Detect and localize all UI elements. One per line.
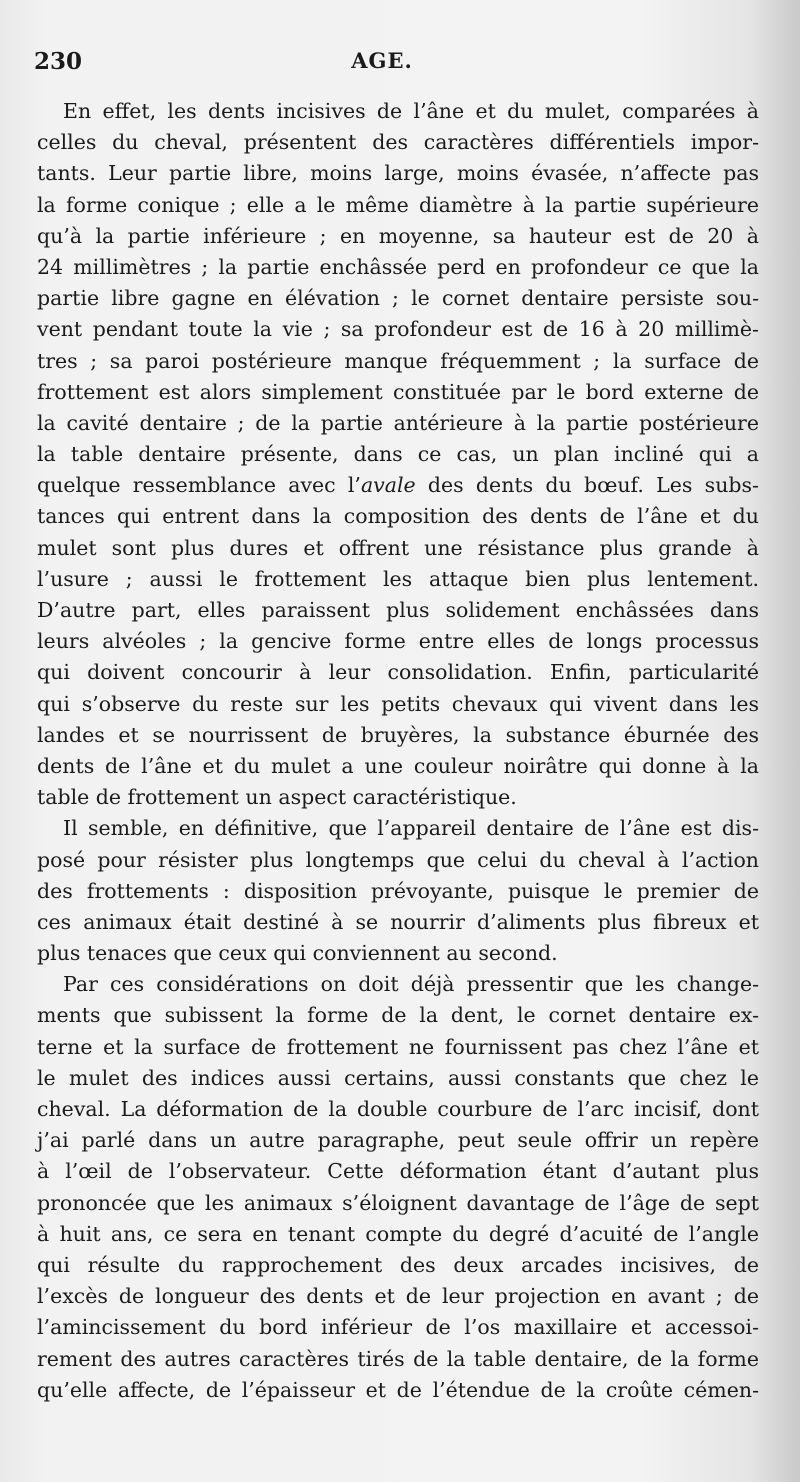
paragraph-3: [37, 969, 759, 1406]
page-header: [34, 48, 730, 88]
text-line: à l’œil de l’observateur. Cette déformation étant d’autant plus: [37, 1159, 759, 1184]
text-line: D’autre part, elles paraissent plus solidement enchâssées dans: [37, 598, 759, 622]
text-line: qu’à la partie inférieure ; en moyenne, sa hauteur est de 20 à: [37, 223, 759, 248]
text-line: frottement est alors simplement constituée par le bord externe de: [37, 379, 759, 404]
paragraph-2: [37, 813, 759, 969]
text-line: à huit ans, ce sera en tenant compte du degré d’acuité de l’angle: [37, 1221, 759, 1246]
text-line: tances qui entrent dans la composition des dents de l’âne et du: [37, 504, 759, 529]
text-line: cheval. La déformation de la double courbure de l’arc incisif, dont: [37, 1097, 759, 1121]
text-line: la cavité dentaire ; de la partie antérieure à la partie postérieure: [37, 410, 759, 435]
text-run: quelque ressemblance avec l’: [37, 473, 361, 498]
page-number: 230: [34, 48, 83, 75]
text-line: qu’elle affecte, de l’épaisseur et de l’étendue de la croûte cémen-: [37, 1377, 759, 1402]
text-line: plus tenaces que ceux qui conviennent au second.: [37, 941, 558, 966]
text-line: ments que subissent la forme de la dent, le cornet dentaire ex-: [37, 1003, 759, 1028]
text-line: terne et la surface de frottement ne fournissent pas chez l’âne et: [37, 1034, 759, 1059]
text-line: qui résulte du rapprochement des deux arcades incisives, de: [37, 1252, 759, 1277]
text-line: tres ; sa paroi postérieure manque fréquemment ; la surface de: [37, 348, 759, 373]
text-line: leurs alvéoles ; la gencive forme entre elles de longs processus: [37, 629, 759, 654]
text-line: posé pour résister plus longtemps que celui du cheval à l’action: [37, 847, 759, 872]
text-line: Par ces considérations on doit déjà pressentir que les change-: [63, 972, 759, 997]
text-line: mulet sont plus dures et offrent une résistance plus grande à: [37, 535, 759, 560]
text-line: table de frottement un aspect caractéristique.: [37, 785, 517, 810]
text-run: des dents du bœuf. Les subs-: [415, 473, 759, 498]
text-line: qui doivent concourir à leur consolidation. Enfin, particularité: [37, 660, 759, 685]
running-head: AGE.: [351, 48, 413, 73]
text-line: dents de l’âne et du mulet a une couleur noirâtre qui donne à la: [37, 753, 759, 778]
text-line: tants. Leur partie libre, moins large, moins évasée, n’affecte pas: [37, 161, 759, 186]
text-line: vent pendant toute la vie ; sa profondeur est de 16 à 20 millimè-: [37, 317, 759, 342]
text-line: ces animaux était destiné à se nourrir d’aliments plus fibreux et: [37, 909, 759, 934]
text-line: la forme conique ; elle a le même diamètre à la partie supérieure: [37, 192, 759, 217]
page-body: [37, 96, 759, 1406]
text-line-with-italic: [37, 470, 759, 501]
text-line: l’amincissement du bord inférieur de l’os maxillaire et accessoi-: [37, 1315, 759, 1340]
text-line: la table dentaire présente, dans ce cas, un plan incliné qui a: [37, 442, 759, 467]
paragraph-1: [37, 96, 759, 813]
text-line: l’excès de longueur des dents et de leur projection en avant ; de: [37, 1284, 759, 1309]
text-line: En effet, les dents incisives de l’âne et du mulet, comparées à: [63, 99, 759, 123]
text-line: Il semble, en définitive, que l’appareil dentaire de l’âne est dis-: [63, 816, 759, 841]
text-line: qui s’observe du reste sur les petits chevaux qui vivent dans les: [37, 691, 759, 716]
text-line: le mulet des indices aussi certains, aussi constants que chez le: [37, 1065, 759, 1090]
text-line: des frottements : disposition prévoyante, puisque le premier de: [37, 878, 759, 903]
text-line: celles du cheval, présentent des caractères différentiels impor-: [37, 130, 759, 155]
text-line: l’usure ; aussi le frottement les attaque bien plus lentement.: [37, 566, 759, 591]
italic-term: avale: [360, 473, 416, 498]
text-line: 24 millimètres ; la partie enchâssée perd en profondeur ce que la: [37, 254, 759, 279]
text-line: prononcée que les animaux s’éloignent davantage de l’âge de sept: [37, 1190, 759, 1215]
text-line: j’ai parlé dans un autre paragraphe, peut seule offrir un repère: [37, 1128, 759, 1153]
text-line: landes et se nourrissent de bruyères, la substance éburnée des: [37, 722, 759, 747]
text-line: partie libre gagne en élévation ; le cornet dentaire persiste sou-: [37, 286, 759, 311]
text-line: rement des autres caractères tirés de la table dentaire, de la forme: [37, 1346, 759, 1371]
